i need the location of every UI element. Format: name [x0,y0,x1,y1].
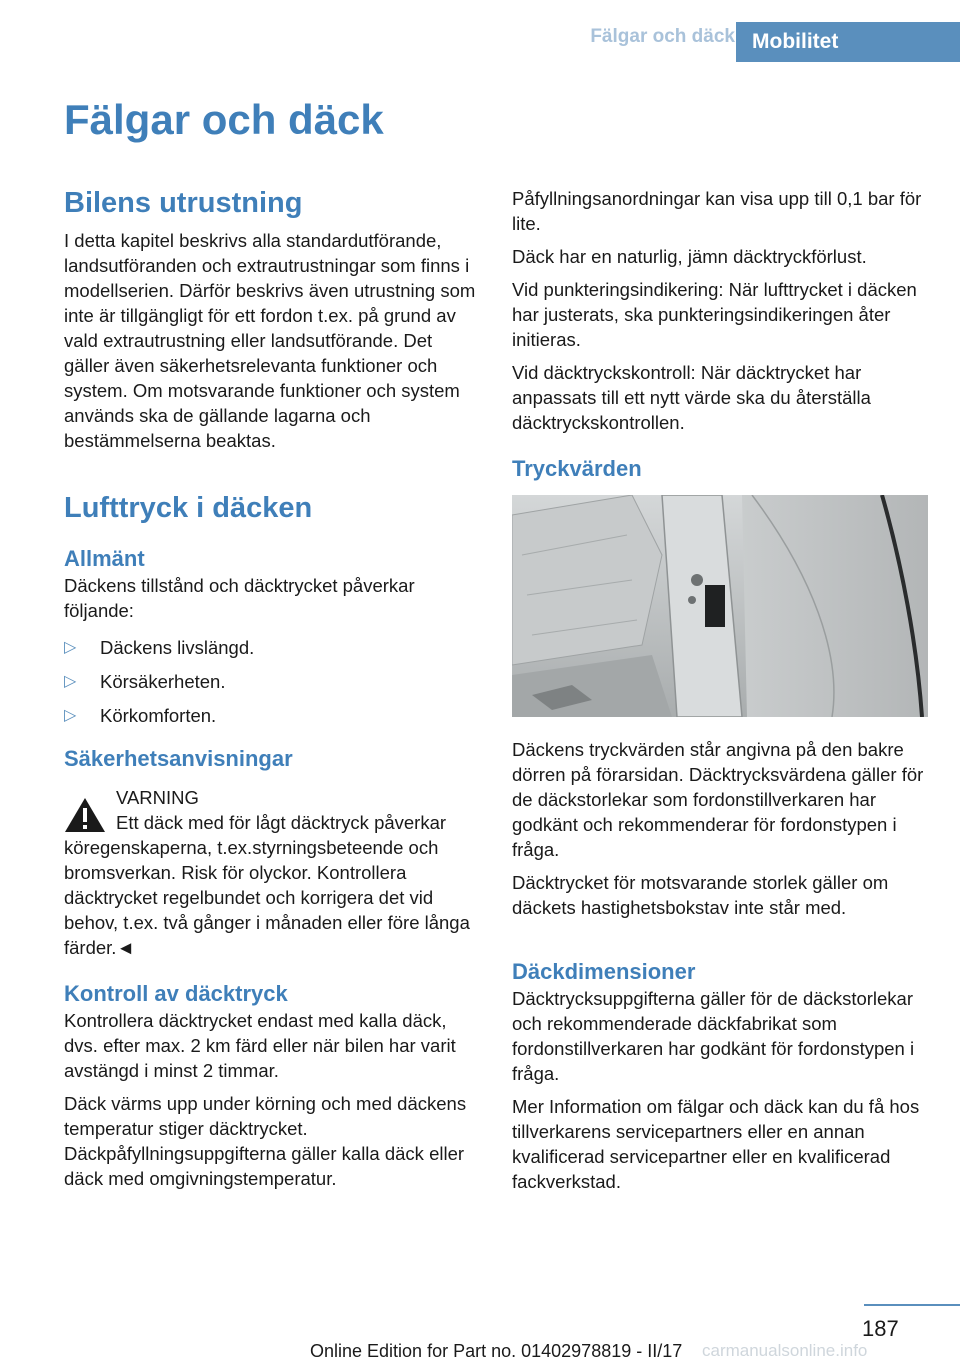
list-item: ▷ Körkomforten. [64,705,217,726]
triangle-bullet-icon: ▷ [64,673,77,690]
header-section-title: Fälgar och däck [590,26,735,47]
paragraph-speed-letter: Däcktrycket för motsvarande storlek gäller om däckets hastighetsbokstav inte står med. [512,872,889,918]
paragraph-filling-devices: Påfyllningsanordningar kan visa upp till 0,1 bar för lite. [512,188,922,234]
page-number: 187 [862,1316,899,1341]
paragraph-puncture-indication: Vid punkteringsindikering: När lufttrycket i däcken har justerats, ska punkteringsindikeringen åter initieras. [512,279,917,350]
list-item: ▷ Däckens livslängd. [64,637,255,658]
warning-triangle-icon [64,797,106,833]
paragraph-pressure-location: Däckens tryckvärden står angivna på den bakre dörren på förarsidan. Däcktrycksvärdena gäller för de däckstorlekar som fordonstillverkaren har godkänt och rekommenderar för fordonstypen i fråga. [512,739,924,860]
paragraph-more-info: Mer Information om fälgar och däck kan du få hos tillverkarens servicepartners eller en annan kvalificerad servicepartner eller en kvalificerad fackverkstad. [512,1096,920,1192]
site-watermark: carmanualsonline.info [702,1341,868,1360]
warning-block [64,785,482,960]
heading-general: Allmänt [64,546,145,571]
paragraph-dimensions: Däcktrycksuppgifterna gäller för de däckstorlekar och rekommenderade däckfabrikat som fordonstillverkaren har godkänt för fordonstypen i fråga. [512,988,915,1084]
edition-text: Online Edition for Part no. 01402978819 - II/17 [310,1341,683,1361]
bullet-list [64,635,482,728]
paragraph-check-2: Däck värms upp under körning och med däckens temperatur stiger däcktrycket. Däckpåfyllningsuppgifterna gäller kalla däck eller däck med omgivningstemperatur. [64,1093,467,1189]
list-item: ▷ Körsäkerheten. [64,671,226,692]
warning-text: Ett däck med för lågt däcktryck påverkar köregenskaperna, t.ex.styrningsbeteende och bromsverkan. Risk för olyckor. Kontrollera däcktrycket regelbundet och korrigera det vid behov, t.ex. två gånger i månaden eller före långa färder.◄ [64,812,470,958]
header-chapter-tab[interactable]: Mobilitet [736,22,960,62]
page-header [0,0,960,62]
right-column [512,186,930,1194]
page-title: Fälgar och däck [64,96,384,143]
heading-pressure-values: Tryckvärden [512,456,642,481]
heading-equipment: Bilens utrustning [64,187,303,219]
door-pillar-photo [512,495,928,717]
heading-safety: Säkerhetsanvisningar [64,746,293,771]
door-pillar-illustration [512,495,928,717]
left-column [64,186,482,1191]
footer-rule [864,1304,960,1306]
warning-heading: VARNING [116,787,199,808]
paragraph-pressure-monitor: Vid däcktryckskontroll: När däcktrycket har anpassats till ett nytt värde ska du återställa däcktryckskontrollen. [512,362,871,433]
triangle-bullet-icon: ▷ [64,707,77,724]
paragraph-equipment: I detta kapitel beskrivs alla standardutförande, landsutföranden och extrautrustningar som finns i modellserien. Därför beskrivs även utrustning som inte är tillgängligt för ett fordon t.ex. på grund av vald extrautrustning eller landsutförande. Det gäller även säkerhetsrelevanta funktioner och system. Om motsvarande funktioner och system används ska de gällande lagarna och bestämmelserna beaktas. [64,230,476,451]
paragraph-pressure-loss: Däck har en naturlig, jämn däcktryckförlust. [512,246,867,267]
heading-pressure-check: Kontroll av däcktryck [64,981,288,1006]
heading-tire-pressure: Lufttryck i däcken [64,492,313,524]
heading-tire-dimensions: Däckdimensioner [512,959,696,984]
paragraph-check-1: Kontrollera däcktrycket endast med kalla däck, dvs. efter max. 2 km färd eller när bilen har varit avstängd i minst 2 timmar. [64,1010,456,1081]
paragraph-general: Däckens tillstånd och däcktrycket påverkar följande: [64,575,415,621]
triangle-bullet-icon: ▷ [64,639,77,656]
